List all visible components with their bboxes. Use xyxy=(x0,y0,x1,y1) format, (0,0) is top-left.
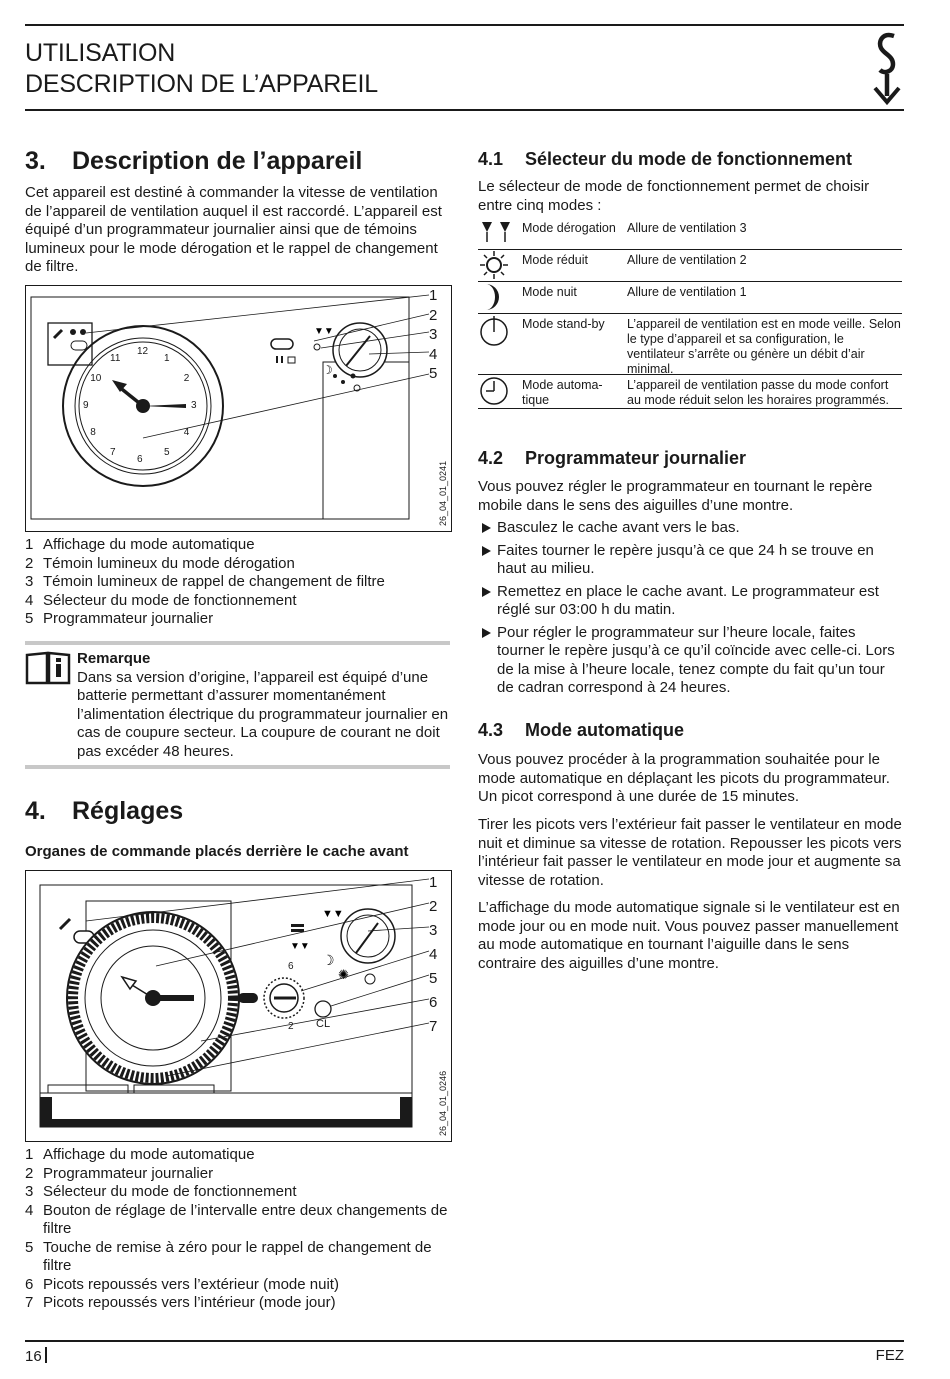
mode-name: Mode dérogation xyxy=(522,221,616,235)
mode-name: Mode nuit xyxy=(522,285,577,299)
callout-label: 6 xyxy=(429,994,438,1011)
svg-text:☽: ☽ xyxy=(322,363,333,377)
figure-1-code: 26_04_01_0241 xyxy=(438,460,448,526)
list-item: 3 Sélecteur du mode de fonctionnement xyxy=(25,1183,297,1200)
list-item: 3 Témoin lumineux de rappel de changement de filtre xyxy=(25,573,385,590)
dial-number: 2 xyxy=(183,373,190,384)
list-item: 2 Témoin lumineux du mode dérogation xyxy=(25,554,295,572)
section-4-subtitle: Organes de commande placés derrière le cache avant xyxy=(25,843,409,860)
callout-label: 5 xyxy=(429,970,438,987)
dial-number: 1 xyxy=(164,353,170,365)
figure-2-legend xyxy=(25,1146,450,1313)
callout-label: 2 xyxy=(429,898,438,915)
section-4-1-title: Sélecteur du mode de fonctionnement xyxy=(525,149,853,169)
header-bottom-rule xyxy=(25,109,904,111)
note-top-rule xyxy=(25,641,450,645)
list-item: 1 Affichage du mode automatique xyxy=(25,1146,255,1163)
section-4-3-heading xyxy=(478,720,684,741)
header-line-2: DESCRIPTION DE L’APPAREIL xyxy=(25,70,378,98)
svg-text:✺: ✺ xyxy=(338,967,349,982)
figure-1-legend xyxy=(25,536,450,629)
section-4-2-intro: Vous pouvez régler le programmateur en tournant le repère mobile dans le sens des aiguilles d’une montre. xyxy=(478,478,873,514)
svg-text:▼▼: ▼▼ xyxy=(290,941,310,952)
section-4-1-number: 4.1 xyxy=(478,149,504,169)
list-item: 4 Bouton de réglage de l’intervalle entre deux changements de filtre xyxy=(25,1201,448,1237)
table-row xyxy=(478,375,902,409)
dial-number: 9 xyxy=(83,400,89,411)
svg-text:▼▼: ▼▼ xyxy=(314,326,334,337)
dial-number: 10 xyxy=(90,373,102,384)
brand-s-arrow-icon xyxy=(872,30,902,113)
list-item: 7 Picots repoussés vers l’intérieur (mode jour) xyxy=(25,1294,336,1311)
list-item: 4 Sélecteur du mode de fonctionnement xyxy=(25,591,297,609)
device-figure-2 xyxy=(25,870,452,1142)
section-3-number: 3. xyxy=(25,147,46,175)
callout-label: 7 xyxy=(429,1018,438,1035)
moon-icon xyxy=(478,282,522,313)
table-row xyxy=(478,250,902,282)
footer-rule xyxy=(25,1340,904,1342)
section-4-3-p3: L’affichage du mode automatique signale si le ventilateur est en mode jour ou en mode nuit. Vous pouvez passer manuellement au mode automatique en tournant l’aiguille dans le sens contraire des aiguilles d’une montre. xyxy=(478,899,900,972)
mode-desc: Allure de ventilation 2 xyxy=(627,253,747,267)
dial-number: 11 xyxy=(110,353,121,365)
power-icon xyxy=(478,314,522,374)
list-item: 5 Programmateur journalier xyxy=(25,610,214,627)
section-4-2-steps xyxy=(478,519,904,702)
section-4-1-intro: Le sélecteur de mode de fonctionnement permet de choisir entre cinq modes : xyxy=(478,178,870,214)
svg-text:☽: ☽ xyxy=(322,952,335,968)
knob-label-bottom: 2 xyxy=(288,1021,294,1032)
section-4-title: Réglages xyxy=(72,797,184,825)
section-3-intro: Cet appareil est destiné à commander la vitesse de ventilation de l’appareil de ventilation auquel il est raccordé. L’appareil est équipé d’un programmateur journalier ainsi que de témoins lumineux pour le mode dérogation et le rappel de changement de filtre. xyxy=(25,184,442,275)
party-glasses-icon xyxy=(478,218,522,249)
page-number: 16 xyxy=(25,1347,47,1365)
dial-number: 3 xyxy=(191,400,197,411)
mode-name: Mode réduit xyxy=(522,253,589,267)
dial-number: 4 xyxy=(183,427,190,438)
list-item: Faites tourner le repère jusqu’à ce que 24 h se trouve en haut au milieu. xyxy=(478,542,904,579)
callout-label: 5 xyxy=(429,365,438,382)
cl-label: CL xyxy=(316,1018,331,1030)
header-top-rule xyxy=(25,24,904,26)
list-item: Basculez le cache avant vers le bas. xyxy=(478,519,904,538)
mode-desc: L’appareil de ventilation est en mode veille. Selon le type d’appareil et sa configuration, le ventilateur s’arrête ou génère un débit d’air minimal. xyxy=(627,317,901,376)
clock-dial-numbers xyxy=(26,286,266,531)
callout-label: 2 xyxy=(429,306,438,324)
section-4-heading xyxy=(25,797,183,826)
list-item: 2 Programmateur journalier xyxy=(25,1164,214,1182)
dial-number: 12 xyxy=(137,346,149,357)
sun-icon xyxy=(478,250,522,281)
mode-name: Mode automa-tique xyxy=(522,378,603,407)
mode-name: Mode stand-by xyxy=(522,317,605,331)
dial-number: 6 xyxy=(137,454,143,465)
list-item: Pour régler le programmateur sur l’heure locale, faites tourner le repère jusqu’à ce qu’il coïncide avec celle-ci. Lors de la mise à l’heure locale, tenez compte du fait qu’un tour de cadran correspond à 24 heures. xyxy=(478,624,904,698)
section-4-number: 4. xyxy=(25,797,46,825)
callout-label: 3 xyxy=(429,326,438,343)
table-row xyxy=(478,218,902,250)
note-title: Remarque xyxy=(77,650,151,667)
callout-label: 4 xyxy=(429,946,438,963)
dial-number: 5 xyxy=(164,446,170,458)
list-item: 5 Touche de remise à zéro pour le rappel de changement de filtre xyxy=(25,1238,432,1274)
mode-desc: L’appareil de ventilation passe du mode confort au mode réduit selon les horaires programmés. xyxy=(627,378,889,407)
callout-label: 3 xyxy=(429,922,438,939)
section-4-1-heading xyxy=(478,149,852,170)
footer-code: FEZ xyxy=(875,1347,904,1364)
section-4-3-p1: Vous pouvez procéder à la programmation souhaitée pour le mode automatique en déplaçant les picots du programmateur. Un picot correspond à une durée de 15 minutes. xyxy=(478,751,890,805)
section-4-3-number: 4.3 xyxy=(478,720,504,740)
section-3-title: Description de l’appareil xyxy=(72,147,363,175)
section-3-heading xyxy=(25,147,362,176)
section-4-3-p2: Tirer les picots vers l’extérieur fait passer le ventilateur en mode nuit et diminue sa vitesse de rotation. Repousser les picots vers l’intérieur fait passer le ventilateur en mode jour et augmente sa vitesse de rotation. xyxy=(478,816,902,889)
dial-number: 8 xyxy=(90,427,96,438)
figure-2-code: 26_04_01_0246 xyxy=(438,1070,448,1136)
device-figure-1 xyxy=(25,285,452,532)
note-bottom-rule xyxy=(25,765,450,769)
table-row xyxy=(478,282,902,314)
mode-desc: Allure de ventilation 3 xyxy=(627,221,747,235)
callout-label: 1 xyxy=(429,874,438,891)
section-4-2-number: 4.2 xyxy=(478,448,504,468)
section-4-2-heading xyxy=(478,448,746,469)
figure-1-callouts xyxy=(429,286,437,384)
note-text: Dans sa version d’origine, l’appareil est équipé d’une batterie permettant d’assurer momentanément l’alimentation électrique du programmateur journalier en cas de coupure secteur. La coupure de courant ne doit pas excéder 48 heures. xyxy=(77,668,449,760)
info-book-icon xyxy=(25,651,71,690)
header-title xyxy=(25,38,378,100)
modes-table xyxy=(478,218,902,409)
svg-text:▼▼: ▼▼ xyxy=(322,908,344,920)
table-row xyxy=(478,314,902,375)
knob-label-top: 6 xyxy=(288,961,294,972)
list-item: Remettez en place le cache avant. Le programmateur est réglé sur 03:00 h du matin. xyxy=(478,583,904,620)
header-line-1: UTILISATION xyxy=(25,39,176,67)
section-4-2-title: Programmateur journalier xyxy=(525,448,747,468)
list-item: 6 Picots repoussés vers l’extérieur (mode nuit) xyxy=(25,1275,339,1293)
section-4-3-title: Mode automatique xyxy=(525,720,685,740)
clock-icon xyxy=(478,375,522,408)
note-box xyxy=(77,650,450,761)
figure-2-callouts xyxy=(429,871,437,1039)
dial-number: 7 xyxy=(110,446,116,458)
callout-label: 1 xyxy=(429,287,438,304)
callout-label: 4 xyxy=(429,345,438,363)
list-item: 1 Affichage du mode automatique xyxy=(25,536,255,553)
mode-desc: Allure de ventilation 1 xyxy=(627,285,747,299)
